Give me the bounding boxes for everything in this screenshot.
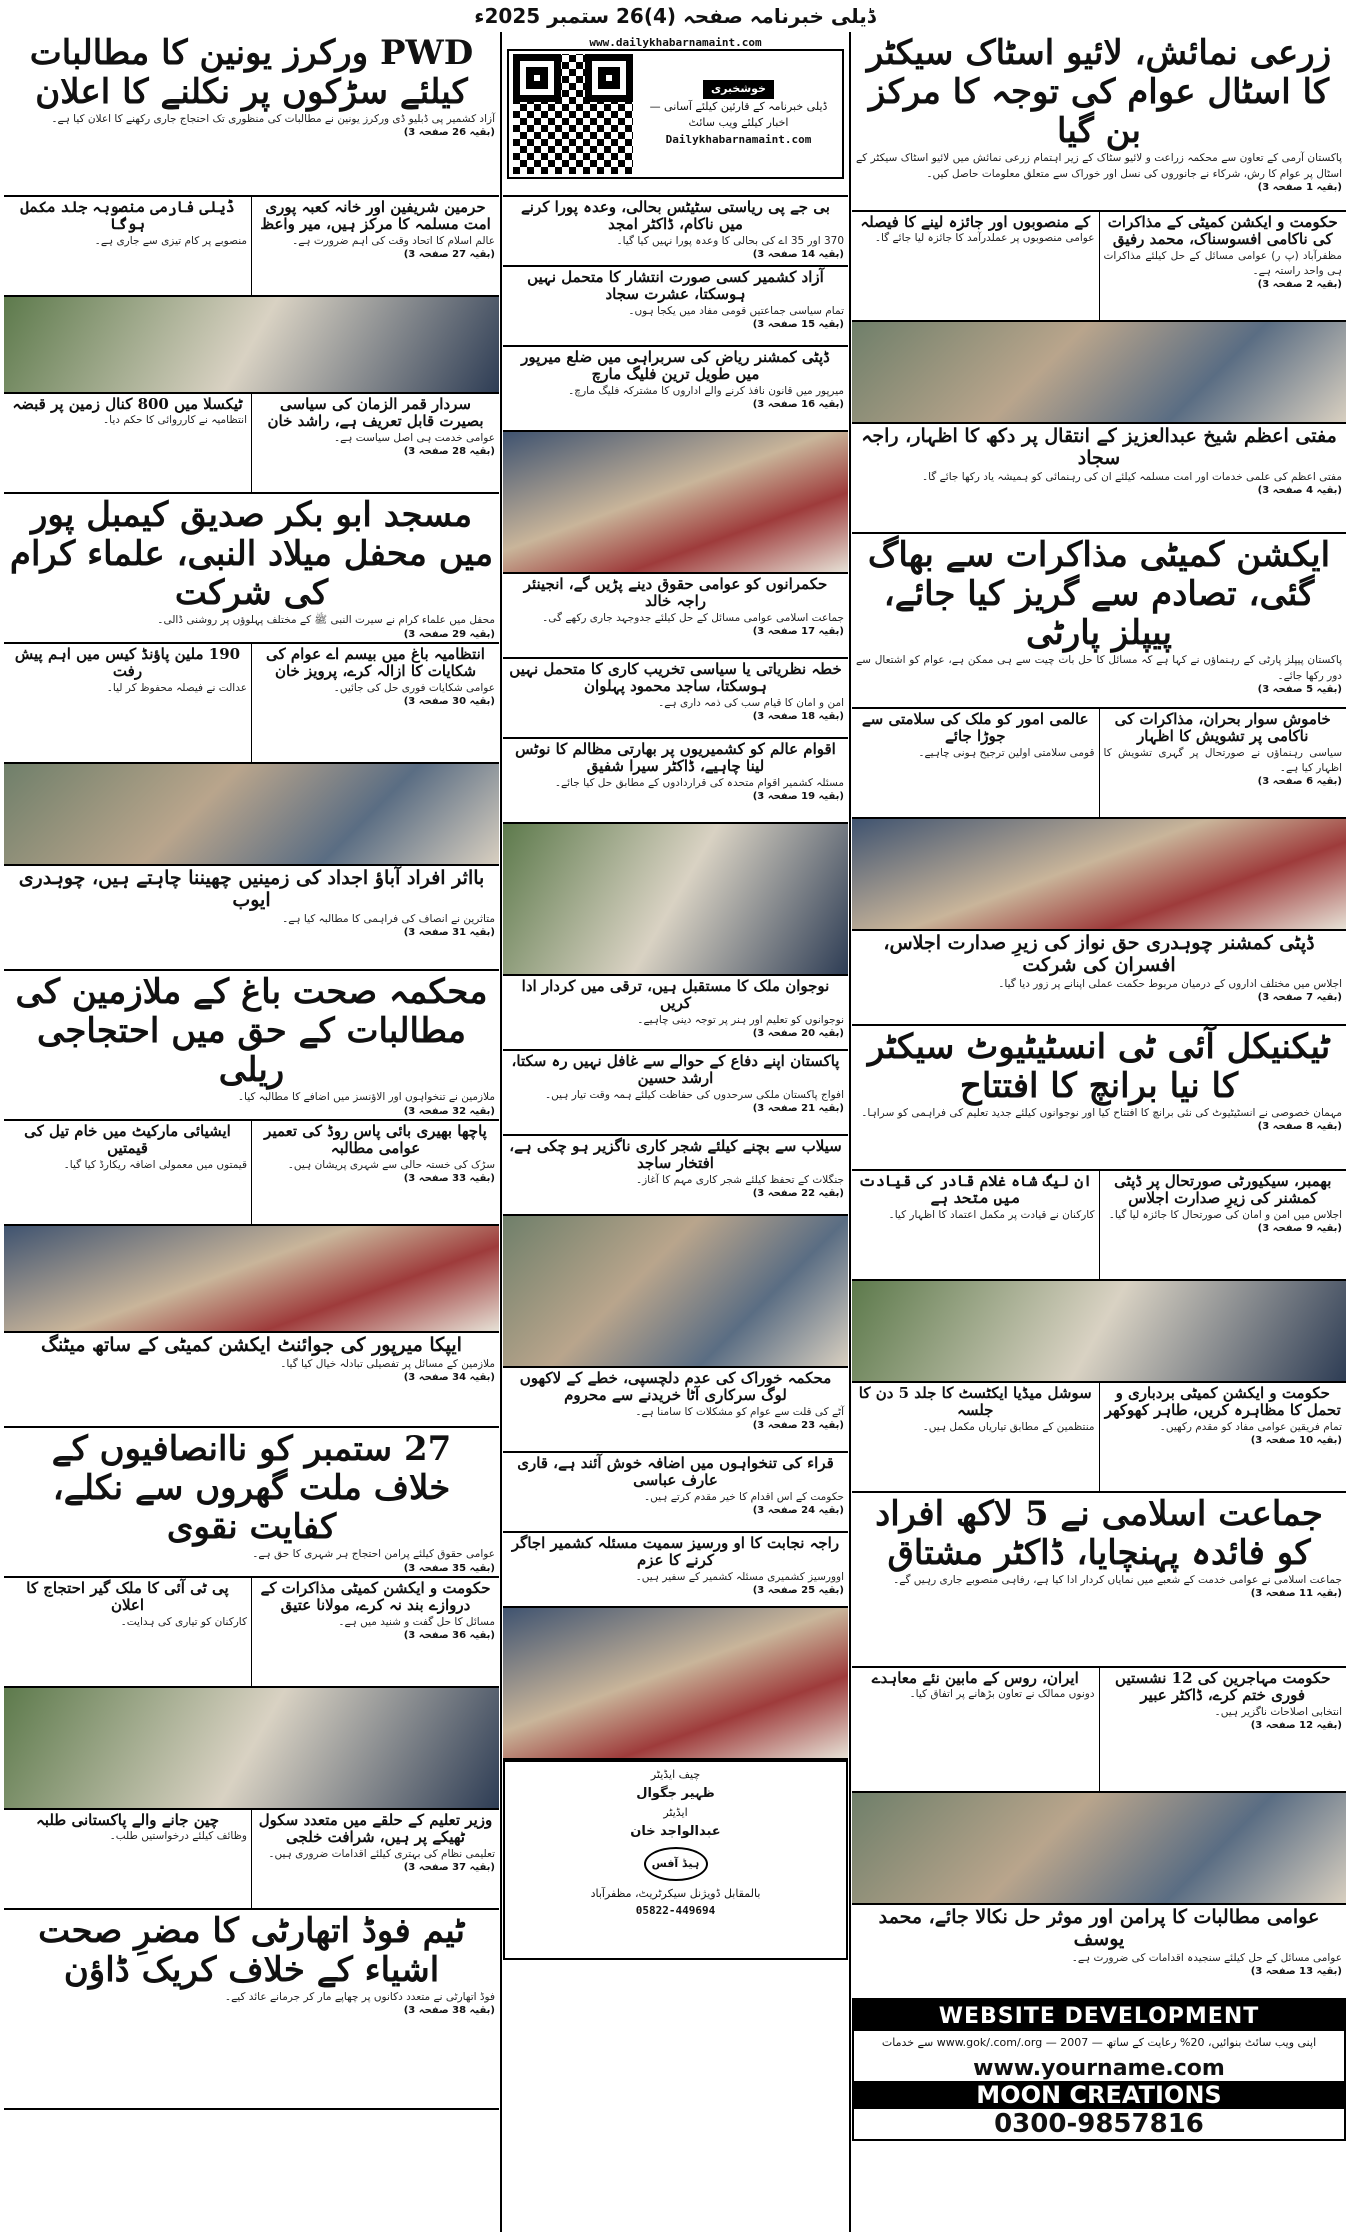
- story-continuation: (بقیہ 7 صفحہ 3): [1257, 991, 1342, 1003]
- story-headline: آزاد کشمیر کسی صورت انتشار کا متحمل نہیں ہوسکتا، عشرت سجاد: [527, 268, 824, 304]
- story-body: حکومت کے اس اقدام کا خیر مقدم کرتے ہیں۔: [643, 1490, 844, 1503]
- story-continuation: (بقیہ 16 صفحہ 3): [752, 398, 844, 410]
- sub-story: [4, 1121, 252, 1224]
- story-continuation: (بقیہ 10 صفحہ 3): [1250, 1434, 1342, 1446]
- sub-story: [852, 1383, 1100, 1491]
- story-headline: ڈپٹی کمشنر چوہدری حق نواز کی زیرِ صدارت اجلاس، افسران کی شرکت: [883, 932, 1315, 976]
- page-masthead: ڈیلی خبرنامہ صفحہ (4)26 ستمبر 2025ء: [474, 4, 876, 28]
- sub-story: [4, 394, 252, 492]
- story-continuation: (بقیہ 33 صفحہ 3): [403, 1172, 495, 1184]
- story-headline: 27 ستمبر کو ناانصافیوں کے خلاف ملت گھروں سے نکلے، کفایت نقوی: [51, 1429, 452, 1548]
- story-body: دونوں ممالک نے تعاون بڑھانے پر اتفاق کیا۔: [909, 1688, 1095, 1701]
- sub-story: [4, 1578, 252, 1686]
- story-body: ملازمین کے مسائل پر تفصیلی تبادلہ خیال کیا گیا۔: [280, 1357, 495, 1370]
- story-continuation: (بقیہ 25 صفحہ 3): [752, 1584, 844, 1596]
- story-body: عوامی حقوق کیلئے پرامن احتجاج ہر شہری کا حق ہے۔: [252, 1548, 495, 1561]
- story-continuation: (بقیہ 9 صفحہ 3): [1257, 1222, 1342, 1234]
- story-continuation: (بقیہ 30 صفحہ 3): [403, 695, 495, 707]
- story-continuation: (بقیہ 5 صفحہ 3): [1257, 683, 1342, 695]
- story-headline: قراء کی تنخواہوں میں اضافہ خوش آئند ہے، قاری عارف عباسی: [517, 1454, 834, 1490]
- sub-story: [4, 644, 252, 762]
- news-story: [4, 1428, 499, 1578]
- news-photo: [503, 824, 848, 976]
- news-story: [4, 32, 499, 197]
- story-body: ملازمین نے تنخواہوں اور الاؤنسز میں اضافے کا مطالبہ کیا۔: [237, 1091, 495, 1104]
- news-story: [4, 494, 499, 644]
- story-body: منتظمین کے مطابق تیاریاں مکمل ہیں۔: [922, 1420, 1095, 1433]
- news-story: [503, 659, 848, 739]
- story-continuation: (بقیہ 37 صفحہ 3): [403, 1861, 495, 1873]
- story-body: وظائف کیلئے درخواستیں طلب۔: [109, 1830, 247, 1843]
- story-headline: چین جانے والے پاکستانی طلبہ: [36, 1811, 219, 1829]
- story-body: جنگلات کے تحفظ کیلئے شجر کاری مہم کا آغاز۔: [635, 1173, 844, 1186]
- story-headline: ڈپٹی کمشنر ریاض کی سربراہی میں ضلع میرپور میں طویل ترین فلیگ مارچ: [521, 348, 830, 384]
- story-continuation: (بقیہ 15 صفحہ 3): [752, 318, 844, 330]
- sub-story: [852, 212, 1100, 320]
- story-continuation: (بقیہ 27 صفحہ 3): [403, 248, 495, 260]
- story-continuation: (بقیہ 38 صفحہ 3): [403, 2005, 495, 2017]
- news-story: [4, 971, 499, 1121]
- story-continuation: (بقیہ 18 صفحہ 3): [752, 710, 844, 722]
- office-stamp: ہیڈ آفس: [644, 1847, 708, 1881]
- news-photo: [4, 1226, 499, 1333]
- news-story: [503, 739, 848, 824]
- story-continuation: (بقیہ 19 صفحہ 3): [752, 790, 844, 802]
- left-column: [4, 32, 499, 2232]
- two-column-stories: [852, 709, 1346, 819]
- story-headline: حکومت و ایکشن کمیٹی مذاکرات کے دروازے بند نہ کرے، مولانا عتیق: [260, 1579, 491, 1615]
- two-column-stories: [4, 1810, 499, 1910]
- news-story: [503, 347, 848, 432]
- editor-name: عبدالواجد خان: [630, 1823, 721, 1839]
- editor-label: چیف ایڈیٹر: [650, 1768, 701, 1781]
- news-story: [852, 1493, 1346, 1668]
- sub-story: [252, 1578, 499, 1686]
- story-headline: جماعت اسلامی نے 5 لاکھ افراد کو فائدہ پہنچایا، ڈاکٹر مشتاق: [875, 1494, 1323, 1574]
- story-body: عوامی مسائل کے حل کیلئے سنجیدہ اقدامات کی ضرورت ہے۔: [1071, 1951, 1342, 1964]
- story-body: سیاسی رہنماؤں نے صورتحال پر گہری تشویش کا اظہار کیا ہے۔: [1103, 746, 1342, 774]
- story-continuation: (بقیہ 20 صفحہ 3): [752, 1027, 844, 1039]
- story-body: قومی سلامتی اولین ترجیح ہونی چاہیے۔: [918, 746, 1095, 759]
- story-body: امن و امان کا قیام سب کی ذمہ داری ہے۔: [658, 696, 844, 709]
- sub-story: [852, 709, 1100, 817]
- story-body: منصوبے پر کام تیزی سے جاری ہے۔: [94, 234, 247, 247]
- story-headline: حکومت مہاجرین کی 12 نشستیں فوری ختم کرے، ڈاکٹر عبیر: [1115, 1669, 1331, 1705]
- story-headline: وزیر تعلیم کے حلقے میں متعدد سکول ٹھیکے پر ہیں، شرافت خلجی: [258, 1811, 493, 1847]
- story-body: مسئلہ کشمیر اقوام متحدہ کی قراردادوں کے مطابق حل کیا جائے۔: [554, 776, 844, 789]
- sub-story: [1100, 709, 1347, 817]
- right-column: [852, 32, 1346, 2232]
- story-headline: زرعی نمائش، لائیو اسٹاک سیکٹر کا اسٹال عوام کی توجہ کا مرکز بن گیا: [866, 33, 1332, 152]
- story-continuation: (بقیہ 8 صفحہ 3): [1257, 1121, 1342, 1133]
- two-column-stories: [4, 394, 499, 494]
- promo-site: Dailykhabarnamaint.com: [665, 132, 812, 146]
- story-continuation: (بقیہ 2 صفحہ 3): [1257, 278, 1342, 290]
- story-body: انتظامیہ نے کارروائی کا حکم دیا۔: [103, 414, 247, 427]
- story-body: مظفرآباد (پ ر) عوامی مسائل کے حل کیلئے مذاکرات ہی واحد راستہ ہے۔: [1103, 249, 1342, 277]
- story-headline: ایپکا میرپور کی جوائنٹ ایکشن کمیٹی کے ساتھ میٹنگ: [41, 1334, 462, 1356]
- two-column-stories: [4, 1578, 499, 1688]
- story-headline: انتظامیہ باغ میں بیسم اے عوام کی شکایات کا ازالہ کرے، پرویز خان: [266, 645, 485, 681]
- story-continuation: (بقیہ 17 صفحہ 3): [752, 625, 844, 637]
- ad-url: www.yourname.com: [973, 2055, 1225, 2081]
- story-headline: ایکشن کمیٹی مذاکرات سے بھاگ گئی، تصادم سے گریز کیا جائے، پیپلز پارٹی: [867, 535, 1331, 654]
- story-body: کارکنان کو تیاری کی ہدایت۔: [120, 1615, 247, 1628]
- story-headline: 190 ملین پاؤنڈ کیس میں اہم پیش رفت: [14, 645, 241, 681]
- story-headline: ٹیکسلا میں 800 کنال زمین پر قبضہ: [12, 395, 243, 413]
- qr-code-icon: [513, 54, 633, 174]
- story-continuation: (بقیہ 13 صفحہ 3): [1250, 1965, 1342, 1977]
- ad-brand: MOON CREATIONS: [854, 2081, 1344, 2109]
- story-continuation: (بقیہ 1 صفحہ 3): [1257, 181, 1342, 193]
- website-ad: [852, 2000, 1346, 2141]
- story-continuation: (بقیہ 24 صفحہ 3): [752, 1504, 844, 1516]
- news-photo: [503, 1216, 848, 1368]
- story-body: نوجوانوں کو تعلیم اور ہنر پر توجہ دینی چاہیے۔: [637, 1013, 844, 1026]
- middle-column: [503, 32, 848, 2232]
- news-story: [852, 534, 1346, 709]
- sub-story: [252, 1121, 499, 1224]
- story-headline: عالمی امور کو ملک کی سلامتی سے جوڑا جائے: [861, 710, 1089, 746]
- story-headline: سیلاب سے بچنے کیلئے شجر کاری ناگزیر ہو چکی ہے، افتخار ساجد: [509, 1137, 842, 1173]
- story-continuation: (بقیہ 11 صفحہ 3): [1250, 1588, 1342, 1600]
- story-body: عالم اسلام کا اتحاد وقت کی اہم ضرورت ہے۔: [292, 234, 495, 247]
- story-headline: بھمبر، سیکیورٹی صورتحال پر ڈپٹی کمشنر کی زیرِ صدارت اجلاس: [1114, 1172, 1332, 1208]
- news-photo: [503, 1608, 848, 1760]
- story-headline: سوشل میڈیا ایکٹسٹ کا جلد 5 دن کا جلسہ: [858, 1384, 1092, 1420]
- imprint-box: [503, 1760, 848, 1960]
- two-column-stories: [4, 1121, 499, 1226]
- news-story: [4, 1333, 499, 1428]
- qr-promo-box: [503, 32, 848, 197]
- story-body: جماعت اسلامی نے عوامی خدمت کے شعبے میں نمایاں کردار ادا کیا ہے، رفاہی منصوبے جاری رہیں گے۔: [893, 1574, 1342, 1587]
- two-column-stories: [852, 1171, 1346, 1281]
- news-story: [503, 267, 848, 347]
- story-body: محفل میں علماء کرام نے سیرت النبی ﷺ کے مختلف پہلوؤں پر روشنی ڈالی۔: [157, 614, 495, 627]
- news-story: [503, 1136, 848, 1216]
- story-headline: پاکستان اپنے دفاع کے حوالے سے غافل نہیں رہ سکتا، ارشد حسین: [511, 1052, 840, 1088]
- story-headline: محکمہ خوراک کی عدم دلچسپی، خطے کے لاکھوں لوگ سرکاری آٹا خریدنے سے محروم: [519, 1369, 832, 1405]
- story-continuation: (بقیہ 28 صفحہ 3): [403, 445, 495, 457]
- story-continuation: (بقیہ 36 صفحہ 3): [403, 1629, 495, 1641]
- story-body: انتخابی اصلاحات ناگزیر ہیں۔: [1214, 1705, 1342, 1718]
- two-column-stories: [4, 197, 499, 297]
- sub-story: [4, 1810, 252, 1908]
- news-story: [503, 1533, 848, 1608]
- ad-phone: 0300-9857816: [994, 2108, 1204, 2139]
- story-body: متاثرین نے انصاف کی فراہمی کا مطالبہ کیا ہے۔: [282, 912, 495, 925]
- two-column-stories: [852, 1383, 1346, 1493]
- story-headline: ایران، روس کے مابین نئے معاہدے: [871, 1669, 1079, 1687]
- story-continuation: (بقیہ 29 صفحہ 3): [403, 628, 495, 640]
- story-body: عوامی خدمت ہی اصل سیاست ہے۔: [333, 431, 495, 444]
- story-body: سڑک کی خستہ حالی سے شہری پریشان ہیں۔: [287, 1158, 495, 1171]
- ad-body: اپنی ویب سائٹ بنوائیں، 20% رعایت کے ساتھ — www.gok/.com/.org — 2007 سے خدمات: [881, 2036, 1317, 2049]
- promo-label: خوشخبری: [703, 80, 774, 99]
- story-body: 370 اور 35 اے کی بحالی کا وعدہ پورا نہیں کیا گیا۔: [616, 234, 844, 247]
- sub-story: [852, 1171, 1100, 1279]
- story-headline: نوجوان ملک کا مستقبل ہیں، ترقی میں کردار ادا کریں: [521, 977, 830, 1013]
- office-phone: 05822-449694: [635, 1904, 716, 1918]
- news-photo: [4, 297, 499, 394]
- story-headline: پاچھا بھیری بائی پاس روڈ کی تعمیر عوامی مطالبہ: [264, 1122, 487, 1158]
- story-headline: ان لیگ شاہ غلام قادر کی قیادت میں متحد ہے: [858, 1172, 1092, 1208]
- story-body: مفتی اعظم کی علمی خدمات اور امت مسلمہ کیلئے ان کی رہنمائی کو ہمیشہ یاد رکھا جائے گا۔: [921, 470, 1342, 483]
- sub-story: [1100, 1668, 1347, 1791]
- story-body: تمام فریقین عوامی مفاد کو مقدم رکھیں۔: [1159, 1420, 1342, 1433]
- story-continuation: (بقیہ 4 صفحہ 3): [1257, 484, 1342, 496]
- two-column-stories: [852, 1668, 1346, 1793]
- news-story: [503, 976, 848, 1051]
- column-divider: [849, 32, 851, 2232]
- story-headline: بی جے پی ریاستی سٹیٹس بحالی، وعدہ پورا کرنے میں ناکام، ڈاکٹر امجد: [521, 198, 830, 234]
- news-story: [852, 32, 1346, 212]
- news-photo: [852, 819, 1346, 931]
- story-continuation: (بقیہ 34 صفحہ 3): [403, 1372, 495, 1384]
- sub-story: [1100, 212, 1347, 320]
- story-headline: حرمین شریفین اور خانہ کعبہ پوری امت مسلمہ کا مرکز ہیں، میر واعظ: [260, 198, 491, 234]
- news-photo: [852, 1281, 1346, 1383]
- story-continuation: (بقیہ 23 صفحہ 3): [752, 1419, 844, 1431]
- story-body: اجلاس میں امن و امان کی صورتحال کا جائزہ لیا گیا۔: [1108, 1208, 1342, 1221]
- website-url: www.dailykhabarnamaint.com: [589, 36, 762, 49]
- story-headline: مسجد ابو بکر صدیق کیمبل پور میں محفل میلاد النبی، علماء کرام کی شرکت: [9, 495, 494, 614]
- editor2-label: ایڈیٹر: [663, 1806, 688, 1820]
- story-headline: خاموش سوار بحران، مذاکرات کی ناکامی پر تشویش کا اظہار: [1114, 710, 1331, 746]
- story-headline: PWD ورکرز یونین کا مطالبات کیلئے سڑکوں پر نکلنے کا اعلان: [29, 33, 474, 113]
- story-body: مسائل کا حل گفت و شنید میں ہے۔: [338, 1615, 495, 1628]
- ad-title: WEBSITE DEVELOPMENT: [854, 2002, 1344, 2031]
- story-body: عوامی منصوبوں پر عملدرآمد کا جائزہ لیا جائے گا۔: [874, 232, 1095, 245]
- story-continuation: (بقیہ 14 صفحہ 3): [752, 248, 844, 260]
- story-body: پاکستان پیپلز پارٹی کے رہنماؤں نے کہا ہے کہ مسائل کا حل بات چیت سے ہی ممکن ہے، عوام کو اشتعال سے دور رکھا جائے۔: [856, 654, 1342, 682]
- story-body: اجلاس میں مختلف اداروں کے درمیان مربوط حکمت عملی اپنانے پر زور دیا گیا۔: [998, 977, 1342, 990]
- story-headline: راجہ نجابت کا او ورسیز سمیت مسئلہ کشمیر اجاگر کرنے کا عزم: [511, 1534, 840, 1570]
- story-body: میرپور میں قانون نافذ کرنے والے اداروں کا مشترکہ فلیگ مارچ۔: [568, 384, 844, 397]
- two-column-stories: [852, 212, 1346, 322]
- sub-story: [1100, 1171, 1347, 1279]
- story-continuation: (بقیہ 21 صفحہ 3): [752, 1102, 844, 1114]
- chief-editor-name: ظہیر جگوال: [636, 1785, 715, 1801]
- story-headline: ٹیکنیکل آئی ٹی انسٹیٹیوٹ سیکٹر کا نیا برانچ کا افتتاح: [867, 1027, 1331, 1107]
- story-continuation: (بقیہ 12 صفحہ 3): [1250, 1719, 1342, 1731]
- qr-text: [639, 80, 838, 148]
- news-story: [852, 1026, 1346, 1171]
- story-continuation: (بقیہ 22 صفحہ 3): [752, 1187, 844, 1199]
- story-body: مہمان خصوصی نے انسٹیٹیوٹ کی نئی برانچ کا افتتاح کیا اور نوجوانوں کیلئے جدید تعلیم کی فراہمی کو سراہا۔: [861, 1107, 1342, 1120]
- story-headline: سردار قمر الزمان کی سیاسی بصیرت قابل تعریف ہے، راشد خان: [267, 395, 484, 431]
- story-body: کارکنان نے قیادت پر مکمل اعتماد کا اظہار کیا۔: [888, 1208, 1095, 1221]
- promo-text: ڈیلی خبرنامہ کے قارئین کیلئے آسانی — اخبار کیلئے ویب سائٹ: [649, 99, 828, 129]
- story-continuation: (بقیہ 31 صفحہ 3): [403, 926, 495, 938]
- office-address: بالمقابل ڈویژنل سیکرٹریٹ، مظفرآباد: [590, 1886, 761, 1900]
- news-story: [852, 931, 1346, 1026]
- sub-story: [252, 197, 499, 295]
- story-body: اوورسیز کشمیری مسئلہ کشمیر کے سفیر ہیں۔: [635, 1570, 844, 1583]
- story-body: تعلیمی نظام کی بہتری کیلئے اقدامات ضروری ہیں۔: [268, 1847, 495, 1860]
- story-body: آٹے کی قلت سے عوام کو مشکلات کا سامنا ہے۔: [635, 1405, 844, 1418]
- story-headline: ڈیلی فارمی منصوبہ جلد مکمل ہوگا: [20, 198, 235, 234]
- story-body: پاکستان آرمی کے تعاون سے محکمہ زراعت و لائیو سٹاک کے زیر اہتمام زرعی نمائش میں لائیو اسٹاک سیکٹر کے اسٹال پر عوام کا رش، شرکاء نے جانوروں کی نسل اور خوراک سے متعلق معلومات حاصل کیں۔: [856, 152, 1342, 180]
- story-continuation: (بقیہ 35 صفحہ 3): [403, 1562, 495, 1574]
- news-story: [852, 424, 1346, 534]
- story-headline: پی ٹی آئی کا ملک گیر احتجاج کا اعلان: [26, 1579, 229, 1615]
- story-continuation: (بقیہ 6 صفحہ 3): [1257, 775, 1342, 787]
- story-body: عدالت نے فیصلہ محفوظ کر لیا۔: [106, 681, 247, 694]
- sub-story: [1100, 1383, 1347, 1491]
- news-photo: [4, 1688, 499, 1810]
- sub-story: [252, 394, 499, 492]
- news-story: [503, 574, 848, 659]
- news-story: [503, 1368, 848, 1453]
- news-story: [4, 1910, 499, 2110]
- column-divider: [500, 32, 502, 2232]
- news-photo: [503, 432, 848, 574]
- news-photo: [852, 322, 1346, 424]
- story-body: قیمتوں میں معمولی اضافہ ریکارڈ کیا گیا۔: [63, 1158, 247, 1171]
- news-story: [503, 197, 848, 267]
- story-body: فوڈ اتھارٹی نے متعدد دکانوں پر چھاپے مار کر جرمانے عائد کیے۔: [224, 1991, 495, 2004]
- news-story: [852, 1905, 1346, 2000]
- story-body: عوامی شکایات فوری حل کی جائیں۔: [333, 681, 495, 694]
- sub-story: [852, 1668, 1100, 1791]
- story-headline: مفتی اعظم شیخ عبدالعزیز کے انتقال پر دکھ کا اظہار، راجہ سجاد: [861, 425, 1337, 469]
- story-headline: خطہ نظریاتی یا سیاسی تخریب کاری کا متحمل نہیں ہوسکتا، ساجد محمود پہلوان: [509, 660, 842, 696]
- sub-story: [252, 644, 499, 762]
- story-headline: محکمہ صحت باغ کے ملازمین کی مطالبات کے حق میں احتجاجی ریلی: [15, 972, 488, 1091]
- story-headline: حکمرانوں کو عوامی حقوق دینے پڑیں گے، انجینئر راجہ خالد: [523, 575, 828, 611]
- sub-story: [252, 1810, 499, 1908]
- story-headline: حکومت و ایکشن کمیٹی کے مذاکرات کی ناکامی افسوسناک، محمد رفیق: [1107, 213, 1338, 249]
- story-continuation: (بقیہ 32 صفحہ 3): [403, 1105, 495, 1117]
- qr-box: [507, 49, 844, 179]
- story-headline: حکومت و ایکشن کمیٹی بردباری و تحمل کا مظاہرہ کریں، طاہر کھوکھر: [1104, 1384, 1341, 1420]
- news-story: [503, 1453, 848, 1533]
- story-body: افواج پاکستان ملکی سرحدوں کی حفاظت کیلئے ہمہ وقت تیار ہیں۔: [544, 1088, 844, 1101]
- story-headline: کے منصوبوں اور جائزہ لینے کا فیصلہ: [860, 213, 1091, 231]
- news-photo: [4, 764, 499, 866]
- story-headline: بااثر افراد آباؤ اجداد کی زمینیں چھیننا چاہتے ہیں، چوہدری ایوب: [18, 867, 485, 911]
- story-body: تمام سیاسی جماعتیں قومی مفاد میں یکجا ہوں۔: [628, 304, 844, 317]
- two-column-stories: [4, 644, 499, 764]
- story-headline: ٹیم فوڈ اتھارٹی کا مضرِ صحت اشیاء کے خلاف کریک ڈاؤن: [38, 1911, 465, 1991]
- story-headline: ایشیائی مارکیٹ میں خام تیل کی قیمتیں: [24, 1122, 231, 1158]
- sub-story: [4, 197, 252, 295]
- news-story: [4, 866, 499, 971]
- story-body: جماعت اسلامی عوامی مسائل کے حل کیلئے جدوجہد جاری رکھے گی۔: [542, 611, 844, 624]
- news-story: [503, 1051, 848, 1136]
- story-headline: عوامی مطالبات کا پرامن اور موثر حل نکالا جائے، محمد یوسف: [878, 1906, 1320, 1950]
- story-headline: اقوام عالم کو کشمیریوں پر بھارتی مظالم کا نوٹس لینا چاہیے، ڈاکٹر سیرا شفیق: [515, 740, 836, 776]
- story-body: آزاد کشمیر پی ڈبلیو ڈی ورکرز یونین نے مطالبات کی منظوری تک احتجاج جاری رکھنے کا اعلان کیا ہے۔: [51, 113, 495, 126]
- story-continuation: (بقیہ 26 صفحہ 3): [403, 127, 495, 139]
- news-photo: [852, 1793, 1346, 1905]
